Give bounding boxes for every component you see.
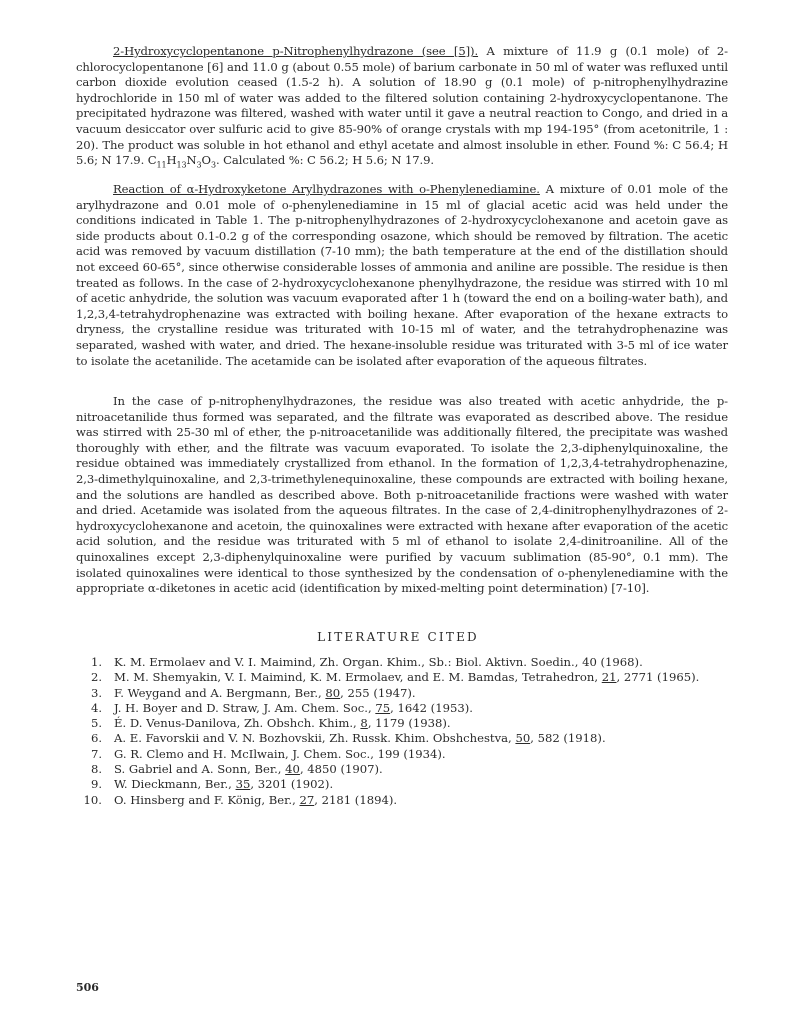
reference-item — [76, 701, 716, 716]
reference-citation: J. H. Boyer and D. Straw, J. Am. Chem. Soc., — [114, 700, 376, 715]
reference-item — [76, 716, 716, 731]
formula-subscript: 3 — [210, 160, 216, 170]
reference-volume: 50 — [515, 731, 531, 746]
reference-citation: É. D. Venus-Danilova, Zh. Obshch. Khim., — [114, 716, 361, 731]
reference-text — [114, 701, 473, 716]
reference-list — [76, 655, 716, 808]
reference-number: 6. — [90, 731, 102, 746]
reference-number: 9. — [90, 777, 102, 792]
reference-volume: 75 — [375, 700, 391, 715]
reference-number: 7. — [90, 746, 102, 761]
reference-text — [114, 670, 699, 685]
formula-subscript: 3 — [196, 160, 202, 170]
reference-number: 4. — [90, 700, 102, 715]
page-number: 506 — [76, 981, 99, 994]
reference-volume: 40 — [285, 762, 300, 777]
reference-citation: S. Gabriel and A. Sonn, Ber., — [114, 762, 286, 777]
reference-pages-year: , 1642 (1953). — [390, 700, 473, 715]
reference-text — [114, 762, 383, 777]
literature-cited-heading: LITERATURE CITED — [317, 630, 479, 644]
paragraph-body — [76, 182, 728, 369]
reference-volume: 80 — [325, 685, 341, 700]
reference-item — [76, 793, 716, 808]
paragraph-text: A mixture of 11.9 g (0.1 mole) of 2-chlorocyclopentanone [6] and 11.0 g (about 0.55 mole) of barium carbonate in 50 ml of water was refluxed until carbon dioxide evolution ceased (1.5-2 h). A solution of 18.90 g (0.1 mole) of p-nitrophenylhydrazine hydrochloride in 150 ml of water was added to the filtered solution containing 2-hydroxycyclopentanone. The precipitated hydrazone was filtered, washed with water until it gave a neutral reaction to Congo, and dried in a vacuum desiccator over sulfuric acid to give 85-90% of orange crystals with mp 194-195° (from acetonitrile, 1 : 20). The product was soluble in hot ethanol and ethyl acetate and almost insoluble in ether. Found %: C 56.4; H 5.6; N 17.9. C — [76, 44, 728, 168]
reference-number: 5. — [90, 716, 102, 731]
paragraph-hydroxycyclopentanone-hydrazone — [76, 44, 728, 169]
paragraph-text: A mixture of 0.01 mole of the arylhydrazone and 0.01 mole of o-phenylenediamine in 15 ml of glacial acetic acid was held under the conditions indicated in Table 1. The p-nitrophenylhydrazones of 2-hydroxycyclohexanone and acetoin gave as side products about 0.1-0.2 g of the corresponding osazone, which should be removed by filtration. The acetic acid was removed by vacuum distillation (7-10 mm); the bath temperature at the end of the distillation should not exceed 60-65°, since otherwise considerable losses of ammonia and aniline are possible. The residue is then treated as follows. In the case of 2-hydroxycyclohexanone phenylhydrazone, the residue was stirred with 10 ml of acetic anhydride, the solution was vacuum evaporated after 1 h (toward the end on a boiling-water bath), and 1,2,3,4-tetrahydrophenazine was extracted with boiling hexane. After evaporation of the hexane extracts to dryness, the crystalline residue was triturated with 10-15 ml of water, and the tetrahydrophenazine was separated, washed with water, and dried. The hexane-insoluble residue was triturated with 3-5 ml of ice water to isolate the acetanilide. The acetamide can be isolated after evaporation of the aqueous filtrates. — [76, 182, 728, 368]
reference-text — [114, 747, 446, 762]
paragraph-nitrophenylhydrazones — [76, 394, 728, 597]
formula-text: O — [201, 153, 211, 168]
reference-item — [76, 670, 716, 685]
reference-citation: O. Hinsberg and F. König, Ber., — [114, 792, 300, 807]
paragraph-runin-heading: 2-Hydroxycyclopentanone p-Nitrophenylhydrazone (see [5]). — [113, 44, 479, 58]
reference-number: 8. — [90, 762, 102, 777]
reference-citation: M. M. Shemyakin, V. I. Maimind, K. M. Ermolaev, and E. M. Bamdas, Tetrahedron, — [114, 670, 602, 685]
reference-item — [76, 762, 716, 777]
reference-citation: K. M. Ermolaev and V. I. Maimind, Zh. Organ. Khim., Sb.: Biol. Aktivn. Soedin., 40 (1968). — [114, 655, 643, 669]
reference-pages-year: , 4850 (1907). — [299, 762, 383, 777]
reference-citation: F. Weygand and A. Bergmann, Ber., — [114, 685, 326, 700]
reference-text — [114, 793, 397, 808]
reference-pages-year: , 2181 (1894). — [314, 792, 398, 807]
reference-pages-year: , 582 (1918). — [530, 731, 606, 746]
reference-volume: 27 — [299, 792, 315, 807]
reference-text — [114, 716, 451, 731]
reference-volume: 21 — [601, 670, 617, 685]
reference-item — [76, 655, 716, 670]
paragraph-runin-heading: Reaction of α-Hydroxyketone Arylhydrazones with o-Phenylenediamine. — [113, 182, 540, 196]
reference-citation: G. R. Clemo and H. McIlwain, J. Chem. Soc., 199 (1934). — [114, 746, 446, 761]
reference-text — [114, 686, 416, 701]
formula-text: N — [186, 153, 197, 168]
paragraph-text: . Calculated %: C 56.2; H 5.6; N 17.9. — [215, 153, 434, 168]
reference-volume: 35 — [235, 777, 251, 792]
reference-citation: A. E. Favorskii and V. N. Bozhovskii, Zh. Russk. Khim. Obshchestva, — [114, 731, 516, 746]
reference-item — [76, 777, 716, 792]
reference-text — [114, 731, 606, 746]
reference-number: 3. — [90, 685, 102, 700]
reference-item — [76, 686, 716, 701]
reference-pages-year: , 1179 (1938). — [367, 716, 451, 731]
reference-item — [76, 747, 716, 762]
reference-text — [114, 777, 333, 792]
reference-item — [76, 731, 716, 746]
paragraph-body: In the case of p-nitrophenylhydrazones, the residue was also treated with acetic anhydride, the p-nitroacetanilide thus formed was separated, and the filtrate was evaporated as described above. The residue was stirred with 25-30 ml of ether, the p-nitroacetanilide was additionally filtered, the precipitate was washed thoroughly with ether, and the filtrate was vacuum evaporated. To isolate the 2,3-diphenylquinoxaline, the residue obtained was immediately crystallized from ethanol. In the formation of 1,2,3,4-tetrahydrophenazine, 2,3-dimethylquinoxaline, and 2,3-trimethylenequinoxaline, these compounds are extracted with boiling hexane, and the solutions are handled as described above. Both p-nitroacetanilide fractions were washed with water and dried. Acetamide was isolated from the aqueous filtrates. In the case of 2,4-dinitrophenylhydrazones of 2-hydroxycyclohexanone and acetoin, the quinoxalines were extracted with hexane after evaporation of the acetic acid solution, and the residue was triturated with 5 ml of ethanol to isolate 2,4-dinitroaniline. All of the quinoxalines except 2,3-diphenylquinoxaline were purified by vacuum sublimation (85-90°, 0.1 mm). The isolated quinoxalines were identical to those synthesized by the condensation of o-phenylenediamine with the appropriate α-diketones in acetic acid (identification by mixed-melting point determination) [7-10]. — [76, 394, 728, 596]
paragraph-body — [76, 44, 728, 169]
reference-number: 10. — [83, 792, 102, 807]
reference-number: 2. — [90, 670, 102, 685]
reference-citation: W. Dieckmann, Ber., — [114, 777, 236, 792]
reference-pages-year: , 255 (1947). — [340, 685, 416, 700]
reference-volume: 8 — [360, 716, 368, 731]
paragraph-reaction-procedure — [76, 182, 728, 369]
reference-pages-year: , 2771 (1965). — [616, 670, 700, 685]
reference-pages-year: , 3201 (1902). — [250, 777, 334, 792]
reference-text — [114, 655, 643, 670]
formula-subscript: 11 — [156, 160, 167, 170]
reference-number: 1. — [90, 655, 102, 669]
formula-subscript: 13 — [176, 160, 187, 170]
formula-text: H — [166, 153, 177, 168]
